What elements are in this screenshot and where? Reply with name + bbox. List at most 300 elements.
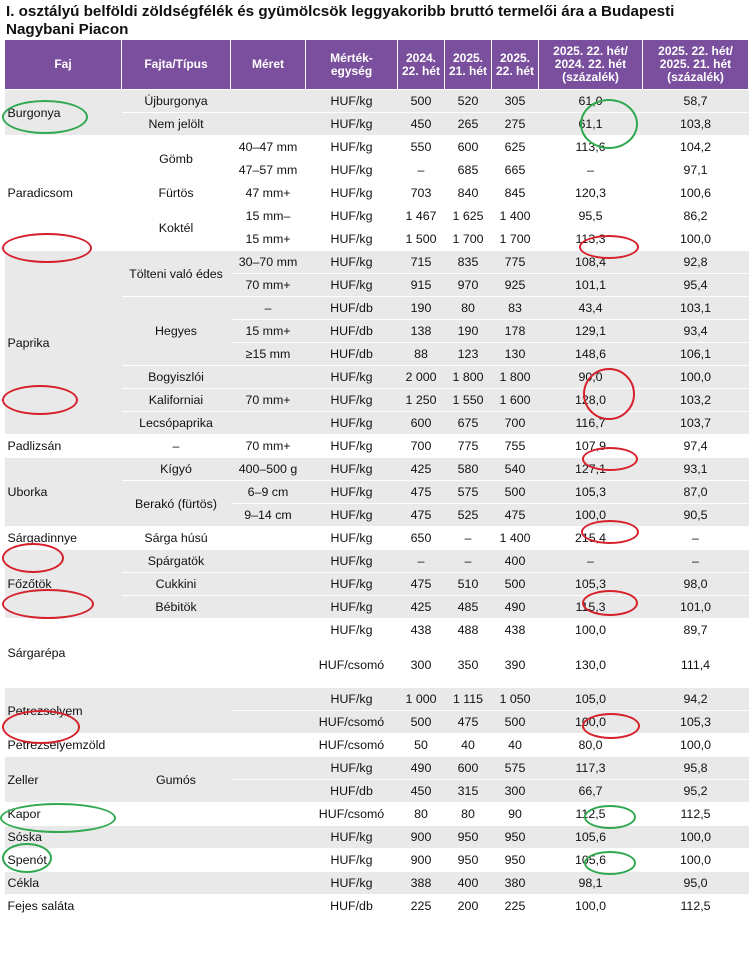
fajta-empty [122,872,231,895]
pct-cell: 61,1 [539,113,643,136]
header-row [5,40,749,90]
value-cell: 840 [445,182,492,205]
fajta-kaliforniai: Kaliforniai [122,389,231,412]
table-row [5,826,749,849]
unit-cell: HUF/kg [306,481,398,504]
header-2025-22: 2025. 22. hét [492,40,539,90]
value-cell: 600 [445,757,492,780]
unit-cell: HUF/db [306,895,398,918]
meret-cell: 70 mm+ [231,389,306,412]
value-cell: 90 [492,803,539,826]
pct-cell: 101,1 [539,274,643,297]
pct-cell: 89,7 [643,619,749,642]
value-cell: 835 [445,251,492,274]
value-cell: 438 [398,619,445,642]
value-cell: 450 [398,780,445,803]
faj-uborka: Uborka [5,458,122,527]
pct-cell: 100,6 [643,182,749,205]
value-cell: 200 [445,895,492,918]
pct-cell: 111,4 [643,642,749,688]
unit-cell: HUF/kg [306,228,398,251]
pct-cell: 61,0 [539,90,643,113]
pct-cell: 100,0 [539,504,643,527]
value-cell: 925 [492,274,539,297]
value-cell: 675 [445,412,492,435]
value-cell: 500 [492,711,539,734]
value-cell: 1 400 [492,205,539,228]
table-row [5,872,749,895]
value-cell: 1 115 [445,688,492,711]
pct-cell: 120,3 [539,182,643,205]
unit-cell: HUF/kg [306,205,398,228]
faj-zeller: Zeller [5,757,122,803]
pct-cell: 129,1 [539,320,643,343]
fajta-empty [122,826,231,849]
value-cell: 40 [445,734,492,757]
fajta-gumos: Gumós [122,757,231,803]
pct-cell: 95,4 [643,274,749,297]
value-cell: 475 [398,481,445,504]
value-cell: 575 [445,481,492,504]
meret-cell: 47–57 mm [231,159,306,182]
value-cell: 488 [445,619,492,642]
faj-fozotok: Főzőtök [5,550,122,619]
meret-cell [231,642,306,688]
faj-fejes-salata: Fejes saláta [5,895,122,918]
pct-cell: 98,1 [539,872,643,895]
value-cell: 400 [492,550,539,573]
value-cell: 2 000 [398,366,445,389]
meret-cell [231,366,306,389]
header-meret: Méret [231,40,306,90]
value-cell: 575 [492,757,539,780]
pct-cell: 58,7 [643,90,749,113]
table-row [5,136,749,159]
page-title: I. osztályú belföldi zöldségfélék és gyümölcsök leggyakoribb bruttó termelői ára a Budapesti Nagybani Piacon [6,3,675,38]
unit-cell: HUF/kg [306,504,398,527]
fajta-hegyes: Hegyes [122,297,231,366]
value-cell: 1 050 [492,688,539,711]
value-cell: 178 [492,320,539,343]
fajta-kigyo: Kígyó [122,458,231,481]
value-cell: 1 800 [492,366,539,389]
value-cell: 123 [445,343,492,366]
value-cell: 390 [492,642,539,688]
faj-petrezselyem: Petrezselyem [5,688,122,734]
meret-cell: 9–14 cm [231,504,306,527]
fajta-gomb: Gömb [122,136,231,182]
fajta-cukkini: Cukkini [122,573,231,596]
table-row [5,251,749,274]
meret-cell: ≥15 mm [231,343,306,366]
table-row [5,803,749,826]
fajta-lecsopaprika: Lecsópaprika [122,412,231,435]
pct-cell: 100,0 [643,228,749,251]
pct-cell: 103,7 [643,412,749,435]
faj-soska: Sóska [5,826,122,849]
value-cell: 485 [445,596,492,619]
value-cell: – [398,550,445,573]
pct-cell: 95,2 [643,780,749,803]
pct-cell: 215,4 [539,527,643,550]
value-cell: 1 467 [398,205,445,228]
table-row [5,550,749,573]
faj-paradicsom: Paradicsom [5,136,122,251]
pct-cell: 105,6 [539,849,643,872]
meret-cell: 400–500 g [231,458,306,481]
value-cell: – [398,159,445,182]
pct-cell: 80,0 [539,734,643,757]
value-cell: 475 [398,504,445,527]
value-cell: 1 625 [445,205,492,228]
pct-cell: 97,1 [643,159,749,182]
meret-cell [231,619,306,642]
value-cell: 490 [398,757,445,780]
pct-cell: 100,0 [643,849,749,872]
header-pct-wow: 2025. 22. hét/ 2025. 21. hét (százalék) [643,40,749,90]
pct-cell: 101,0 [643,596,749,619]
value-cell: 685 [445,159,492,182]
table-row [5,619,749,642]
faj-cekla: Cékla [5,872,122,895]
unit-cell: HUF/db [306,320,398,343]
pct-cell: 117,3 [539,757,643,780]
value-cell: 500 [398,90,445,113]
fajta-padlizsan: – [122,435,231,458]
pct-cell: – [539,159,643,182]
header-fajta: Fajta/Típus [122,40,231,90]
unit-cell: HUF/kg [306,389,398,412]
value-cell: 600 [398,412,445,435]
unit-cell: HUF/kg [306,849,398,872]
fajta-ujburgonya: Újburgonya [122,90,231,113]
pct-cell: 107,9 [539,435,643,458]
pct-cell: – [539,550,643,573]
meret-cell [231,596,306,619]
table-row [5,435,749,458]
unit-cell: HUF/kg [306,573,398,596]
fajta-tolteni: Tölteni való édes [122,251,231,297]
header-faj: Faj [5,40,122,90]
fajta-bebitok: Bébitök [122,596,231,619]
pct-cell: 97,4 [643,435,749,458]
value-cell: 300 [492,780,539,803]
meret-cell [231,113,306,136]
fajta-bogyiszloi: Bogyiszlói [122,366,231,389]
unit-cell: HUF/kg [306,274,398,297]
pct-cell: 103,1 [643,297,749,320]
meret-cell [231,826,306,849]
value-cell: 665 [492,159,539,182]
unit-cell: HUF/db [306,343,398,366]
pct-cell: 92,8 [643,251,749,274]
unit-cell: HUF/kg [306,688,398,711]
value-cell: 80 [398,803,445,826]
unit-cell: HUF/kg [306,757,398,780]
value-cell: 1 000 [398,688,445,711]
meret-cell [231,872,306,895]
pct-cell: 103,2 [643,389,749,412]
pct-cell: – [643,550,749,573]
meret-cell [231,803,306,826]
unit-cell: HUF/kg [306,366,398,389]
value-cell: – [445,550,492,573]
unit-cell: HUF/kg [306,872,398,895]
faj-petrezselyemzold: Petrezselyemzöld [5,734,122,757]
fajta-berako: Berakó (fürtös) [122,481,231,527]
table-row [5,90,749,113]
pct-cell: 103,8 [643,113,749,136]
meret-cell [231,550,306,573]
header-2024-22: 2024. 22. hét [398,40,445,90]
meret-cell: 6–9 cm [231,481,306,504]
value-cell: 130 [492,343,539,366]
meret-cell [231,688,306,711]
value-cell: 550 [398,136,445,159]
fajta-empty [122,688,231,734]
value-cell: 715 [398,251,445,274]
value-cell: 1 500 [398,228,445,251]
faj-sargadinnye: Sárgadinnye [5,527,122,550]
table-row [5,688,749,711]
meret-cell: 15 mm+ [231,320,306,343]
meret-cell [231,711,306,734]
value-cell: 580 [445,458,492,481]
meret-cell [231,527,306,550]
pct-cell: 104,2 [643,136,749,159]
pct-cell: 105,6 [539,826,643,849]
pct-cell: 95,8 [643,757,749,780]
pct-cell: 100,0 [539,619,643,642]
pct-cell: 108,4 [539,251,643,274]
unit-cell: HUF/kg [306,619,398,642]
unit-cell: HUF/kg [306,412,398,435]
meret-cell [231,412,306,435]
unit-cell: HUF/kg [306,159,398,182]
meret-cell: 47 mm+ [231,182,306,205]
unit-cell: HUF/kg [306,596,398,619]
pct-cell: 106,1 [643,343,749,366]
value-cell: 1 800 [445,366,492,389]
price-table [4,39,749,918]
pct-cell: 116,7 [539,412,643,435]
value-cell: 380 [492,872,539,895]
value-cell: 80 [445,297,492,320]
value-cell: 475 [492,504,539,527]
pct-cell: 93,1 [643,458,749,481]
value-cell: 190 [398,297,445,320]
meret-cell: 30–70 mm [231,251,306,274]
fajta-empty [122,849,231,872]
value-cell: 275 [492,113,539,136]
meret-cell: 15 mm+ [231,228,306,251]
value-cell: 490 [492,596,539,619]
value-cell: 845 [492,182,539,205]
value-cell: 540 [492,458,539,481]
value-cell: 83 [492,297,539,320]
value-cell: 1 400 [492,527,539,550]
pct-cell: 105,3 [643,711,749,734]
meret-cell: 70 mm+ [231,274,306,297]
unit-cell: HUF/kg [306,527,398,550]
header-mertekegyseg: Mérték- egység [306,40,398,90]
price-table-wrapper [4,39,748,918]
value-cell: 1 550 [445,389,492,412]
meret-cell: 70 mm+ [231,435,306,458]
unit-cell: HUF/db [306,297,398,320]
unit-cell: HUF/kg [306,182,398,205]
faj-burgonya: Burgonya [5,90,122,136]
value-cell: 700 [492,412,539,435]
value-cell: 400 [445,872,492,895]
value-cell: 520 [445,90,492,113]
pct-cell: 105,3 [539,573,643,596]
fajta-empty [122,803,231,826]
value-cell: 775 [492,251,539,274]
value-cell: 950 [445,849,492,872]
value-cell: 225 [398,895,445,918]
unit-cell: HUF/csomó [306,734,398,757]
meret-cell [231,849,306,872]
meret-cell: 40–47 mm [231,136,306,159]
value-cell: 450 [398,113,445,136]
pct-cell: 127,1 [539,458,643,481]
pct-cell: 130,0 [539,642,643,688]
value-cell: 500 [492,481,539,504]
value-cell: 525 [445,504,492,527]
value-cell: 350 [445,642,492,688]
fajta-furtos: Fürtös [122,182,231,205]
unit-cell: HUF/db [306,780,398,803]
value-cell: 80 [445,803,492,826]
table-row [5,527,749,550]
meret-cell [231,573,306,596]
header-pct-yoy: 2025. 22. hét/ 2024. 22. hét (százalék) [539,40,643,90]
value-cell: 950 [492,849,539,872]
value-cell: 900 [398,826,445,849]
fajta-spargatok: Spárgatök [122,550,231,573]
pct-cell: 95,0 [643,872,749,895]
unit-cell: HUF/csomó [306,711,398,734]
table-row [5,458,749,481]
value-cell: 915 [398,274,445,297]
value-cell: 50 [398,734,445,757]
unit-cell: HUF/kg [306,251,398,274]
value-cell: 475 [445,711,492,734]
pct-cell: 100,0 [539,895,643,918]
value-cell: 1 700 [445,228,492,251]
value-cell: 425 [398,458,445,481]
pct-cell: 112,5 [643,803,749,826]
pct-cell: 113,6 [539,136,643,159]
value-cell: 425 [398,596,445,619]
unit-cell: HUF/kg [306,550,398,573]
pct-cell: 100,0 [643,366,749,389]
value-cell: 315 [445,780,492,803]
pct-cell: 87,0 [643,481,749,504]
pct-cell: 148,6 [539,343,643,366]
value-cell: 500 [492,573,539,596]
fajta-empty [122,734,231,757]
unit-cell: HUF/csomó [306,803,398,826]
value-cell: 950 [445,826,492,849]
faj-spenot: Spenót [5,849,122,872]
value-cell: 700 [398,435,445,458]
table-row [5,757,749,780]
pct-cell: 115,3 [539,596,643,619]
value-cell: 388 [398,872,445,895]
unit-cell: HUF/kg [306,136,398,159]
value-cell: 438 [492,619,539,642]
value-cell: 1 250 [398,389,445,412]
value-cell: 500 [398,711,445,734]
faj-sargarepa: Sárgarépa [5,619,122,688]
pct-cell: 100,0 [643,734,749,757]
fajta-empty [122,619,231,688]
value-cell: 775 [445,435,492,458]
pct-cell: 86,2 [643,205,749,228]
table-row [5,849,749,872]
value-cell: 225 [492,895,539,918]
pct-cell: 66,7 [539,780,643,803]
meret-cell [231,780,306,803]
value-cell: 970 [445,274,492,297]
pct-cell: 95,5 [539,205,643,228]
faj-kapor: Kapor [5,803,122,826]
value-cell: 138 [398,320,445,343]
value-cell: 625 [492,136,539,159]
pct-cell: 100,0 [539,711,643,734]
unit-cell: HUF/kg [306,826,398,849]
pct-cell: 94,2 [643,688,749,711]
table-row [5,895,749,918]
pct-cell: 43,4 [539,297,643,320]
pct-cell: 90,5 [643,504,749,527]
pct-cell: 112,5 [539,803,643,826]
meret-cell [231,90,306,113]
value-cell: 600 [445,136,492,159]
pct-cell: 100,0 [643,826,749,849]
value-cell: 300 [398,642,445,688]
value-cell: – [445,527,492,550]
pct-cell: 128,0 [539,389,643,412]
fajta-nem-jelolt: Nem jelölt [122,113,231,136]
faj-paprika: Paprika [5,251,122,435]
fajta-koktel: Koktél [122,205,231,251]
meret-cell [231,757,306,780]
table-row [5,734,749,757]
unit-cell: HUF/csomó [306,642,398,688]
value-cell: 703 [398,182,445,205]
meret-cell: – [231,297,306,320]
value-cell: 88 [398,343,445,366]
meret-cell: 15 mm– [231,205,306,228]
pct-cell: – [643,527,749,550]
value-cell: 510 [445,573,492,596]
value-cell: 190 [445,320,492,343]
meret-cell [231,895,306,918]
meret-cell [231,734,306,757]
value-cell: 900 [398,849,445,872]
unit-cell: HUF/kg [306,90,398,113]
pct-cell: 93,4 [643,320,749,343]
value-cell: 40 [492,734,539,757]
unit-cell: HUF/kg [306,435,398,458]
value-cell: 1 600 [492,389,539,412]
fajta-sarga-husu: Sárga húsú [122,527,231,550]
value-cell: 755 [492,435,539,458]
pct-cell: 90,0 [539,366,643,389]
